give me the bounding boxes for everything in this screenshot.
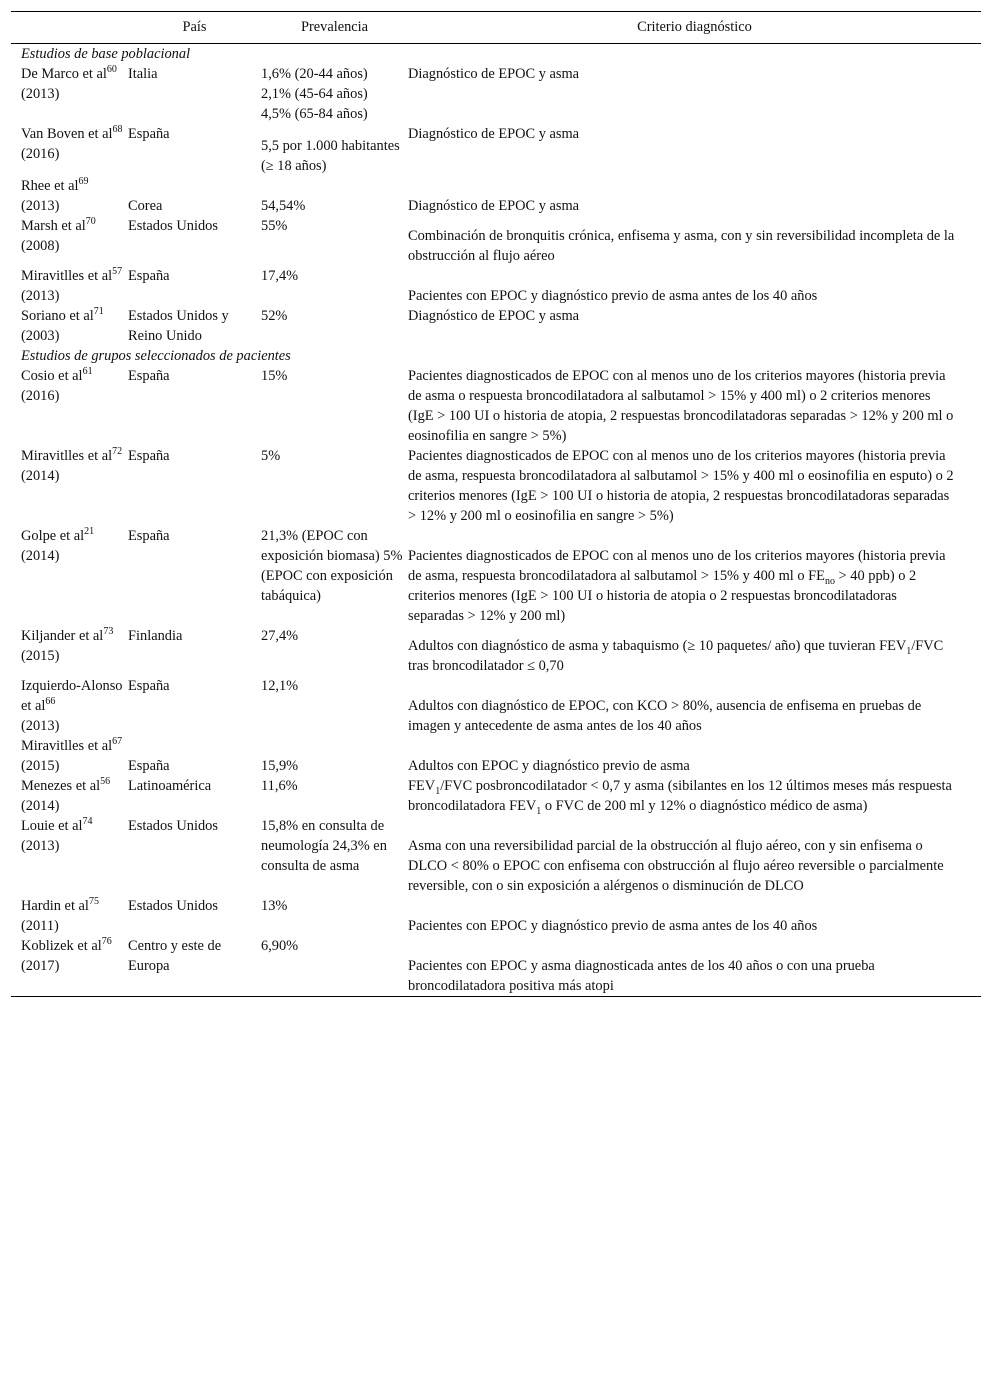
study-cell	[11, 736, 128, 776]
criteria-cell	[408, 676, 981, 736]
prevalence-value: 54,54%	[261, 198, 306, 214]
prevalence-value: 1,6% (20-44 años)	[261, 66, 368, 82]
study-authors: Rhee et al	[21, 178, 79, 194]
prevalence-cell	[261, 776, 408, 816]
criteria-text: /FVC posbroncodilatador < 0,7 y asma (sibilantes en los 12 últimos meses más respuesta broncodilatadora FEV	[408, 778, 952, 814]
study-cell	[11, 266, 128, 306]
criteria-cell	[408, 446, 981, 526]
prevalence-cell	[261, 526, 408, 626]
country-cell: España	[128, 126, 170, 142]
subscript: 1	[906, 646, 912, 657]
country-cell: Corea	[128, 198, 163, 214]
prevalence-cell	[261, 736, 408, 776]
table-row	[11, 936, 981, 997]
table-row	[11, 176, 981, 216]
criteria-text: Combinación de bronquitis crónica, enfisema y asma, con y sin reversibilidad incompleta de la obstrucción al flujo aéreo	[408, 228, 955, 264]
study-year: (2013)	[21, 288, 60, 304]
prevalence-cell	[261, 816, 408, 896]
study-authors: Marsh et al	[21, 218, 86, 234]
country-cell: Centro y este de Europa	[128, 936, 261, 997]
prevalence-cell	[261, 896, 408, 936]
prevalence-value: 15,9%	[261, 758, 299, 774]
reference-number: 69	[78, 176, 89, 187]
prevalence-cell	[261, 176, 408, 216]
prevalence-cell	[261, 306, 408, 346]
criteria-text: > 40 ppb) o 2 criterios menores (IgE > 100 UI o historia de atopia o 2 respuestas broncodilatadoras separadas > 12% y 200 ml)	[408, 568, 917, 624]
table-row	[11, 776, 981, 816]
table-row	[11, 266, 981, 306]
prevalence-cell	[261, 676, 408, 736]
study-year: (2013)	[21, 838, 60, 854]
prevalence-cell	[261, 446, 408, 526]
subscript: 1	[536, 806, 542, 817]
study-cell	[11, 366, 128, 446]
country-cell: Estados Unidos y Reino Unido	[128, 308, 229, 344]
reference-number: 68	[112, 124, 123, 135]
prevalence-value: 5%	[261, 448, 281, 464]
prevalence-value: 2,1% (45-64 años)	[261, 86, 368, 102]
prevalence-value: 15%	[261, 368, 288, 384]
header-study	[11, 12, 128, 44]
criteria-text: Adultos con diagnóstico de EPOC, con KCO > 80%, ausencia de enfisema en pruebas de imagen y antecedente de asma antes de los 40 años	[408, 698, 922, 734]
country-cell: España	[128, 758, 170, 774]
study-authors: Koblizek et al	[21, 938, 102, 954]
reference-number: 76	[101, 936, 112, 947]
study-year: (2014)	[21, 548, 60, 564]
table-row	[11, 526, 981, 626]
reference-number: 57	[112, 266, 123, 277]
prevalence-cell	[261, 936, 408, 997]
reference-number: 61	[82, 366, 93, 377]
study-year: (2015)	[21, 758, 60, 774]
study-cell	[11, 526, 128, 626]
reference-number: 72	[112, 446, 123, 457]
table-row	[11, 736, 981, 776]
study-cell	[11, 446, 128, 526]
table-row	[11, 626, 981, 676]
study-cell	[11, 64, 128, 124]
study-cell	[11, 626, 128, 676]
subscript: no	[824, 576, 835, 587]
study-cell	[11, 216, 128, 266]
criteria-text: Diagnóstico de EPOC y asma	[408, 308, 580, 324]
reference-number: 73	[103, 626, 114, 637]
criteria-cell	[408, 896, 981, 936]
prevalence-value: 17,4%	[261, 268, 299, 284]
criteria-text: Diagnóstico de EPOC y asma	[408, 126, 580, 142]
study-year: (2013)	[21, 718, 60, 734]
criteria-cell	[408, 526, 981, 626]
study-authors: Van Boven et al	[21, 126, 113, 142]
table-row	[11, 216, 981, 266]
study-authors: De Marco et al	[21, 66, 107, 82]
study-authors: Izquierdo-Alonso et al	[21, 678, 123, 714]
study-year: (2008)	[21, 238, 60, 254]
country-cell: España	[128, 678, 170, 694]
country-cell: Latinoamérica	[128, 778, 212, 794]
table-row	[11, 676, 981, 736]
header-criteria: Criterio diagnóstico	[408, 12, 981, 44]
country-cell: Estados Unidos	[128, 898, 218, 914]
study-authors: Cosio et al	[21, 368, 83, 384]
prevalence-value: 55%	[261, 218, 288, 234]
reference-number: 56	[100, 776, 111, 787]
reference-number: 75	[88, 896, 99, 907]
prevalence-cell	[261, 64, 408, 124]
study-authors: Louie et al	[21, 818, 83, 834]
prevalence-cell	[261, 216, 408, 266]
criteria-cell	[408, 216, 981, 266]
reference-number: 60	[106, 64, 117, 75]
reference-number: 66	[45, 696, 56, 707]
country-cell: España	[128, 528, 170, 544]
study-year: (2014)	[21, 798, 60, 814]
criteria-text: Pacientes diagnosticados de EPOC con al menos uno de los criterios mayores (historia previa de asma o respuesta broncodilatadora al salbutamol > 15% y 400 ml) o 2 criterios menores (IgE > 100 UI o historia de atopia, 2 respuestas broncodilatadoras separadas > 12% y 200 ml o eosinofilia en sangre > 5%)	[408, 368, 954, 444]
study-cell	[11, 896, 128, 936]
table-body	[11, 44, 981, 997]
study-year: (2017)	[21, 958, 60, 974]
header-prevalence: Prevalencia	[261, 12, 408, 44]
study-year: (2016)	[21, 388, 60, 404]
study-cell	[11, 816, 128, 896]
country-cell: España	[128, 448, 170, 464]
criteria-text: Pacientes diagnosticados de EPOC con al menos uno de los criterios mayores (historia previa de asma, respuesta broncodilatadora al salbutamol > 15% y 400 ml o eosinofilia en esputo) o 2 criterios menores (IgE > 100 UI o historia de atopia, 2 respuestas broncodilatadoras separadas > 12% y 200 ml o eosinofilia en sangre > 5%)	[408, 448, 954, 524]
study-year: (2016)	[21, 146, 60, 162]
table-row	[11, 446, 981, 526]
study-authors: Soriano et al	[21, 308, 94, 324]
criteria-text: Asma con una reversibilidad parcial de la obstrucción al flujo aéreo, con y sin enfisema o DLCO < 80% o EPOC con enfisema con obstrucción al flujo aéreo reversible o parcialmente reversible, con o sin exposición a alérgenos o disminución de DLCO	[408, 838, 944, 894]
section-title: Estudios de grupos seleccionados de pacientes	[21, 348, 291, 364]
study-authors: Miravitlles et al	[21, 738, 113, 754]
table-row	[11, 306, 981, 346]
study-cell	[11, 124, 128, 176]
study-authors: Golpe et al	[21, 528, 85, 544]
criteria-cell	[408, 936, 981, 997]
reference-number: 71	[93, 306, 104, 317]
section-title: Estudios de base poblacional	[21, 46, 191, 62]
criteria-cell	[408, 626, 981, 676]
criteria-cell	[408, 306, 981, 346]
study-authors: Menezes et al	[21, 778, 101, 794]
criteria-cell	[408, 816, 981, 896]
criteria-text: Pacientes con EPOC y diagnóstico previo de asma antes de los 40 años	[408, 288, 818, 304]
prevalence-cell	[261, 124, 408, 176]
study-authors: Miravitlles et al	[21, 268, 113, 284]
header-country: País	[128, 12, 261, 44]
criteria-cell	[408, 64, 981, 124]
criteria-text: Pacientes con EPOC y asma diagnosticada antes de los 40 años o con una prueba broncodilatadora positiva más atopi	[408, 958, 875, 994]
criteria-cell	[408, 736, 981, 776]
prevalence-value: 11,6%	[261, 778, 298, 794]
country-cell: Italia	[128, 66, 158, 82]
study-cell	[11, 306, 128, 346]
prevalence-cell	[261, 626, 408, 676]
country-cell: Estados Unidos	[128, 218, 218, 234]
criteria-text: Diagnóstico de EPOC y asma	[408, 66, 580, 82]
study-year: (2011)	[21, 918, 59, 934]
header-row	[11, 12, 981, 44]
criteria-cell	[408, 266, 981, 306]
prevalence-value: 13%	[261, 898, 288, 914]
study-authors: Miravitlles et al	[21, 448, 113, 464]
table-row	[11, 64, 981, 124]
criteria-cell	[408, 176, 981, 216]
prevalence-value: 6,90%	[261, 938, 299, 954]
criteria-cell	[408, 776, 981, 816]
study-year: (2013)	[21, 86, 60, 102]
prevalence-table	[11, 11, 981, 997]
prevalence-value: 4,5% (65-84 años)	[261, 106, 368, 122]
criteria-cell	[408, 124, 981, 176]
study-cell	[11, 176, 128, 216]
study-cell	[11, 936, 128, 997]
criteria-text: /FVC tras broncodilatador ≤ 0,70	[408, 638, 944, 674]
country-cell: España	[128, 368, 170, 384]
prevalence-value: 12,1%	[261, 678, 299, 694]
prevalence-cell	[261, 366, 408, 446]
country-cell: Estados Unidos	[128, 818, 218, 834]
prevalence-value: 52%	[261, 308, 288, 324]
prevalence-cell	[261, 266, 408, 306]
prevalence-value: 27,4%	[261, 628, 299, 644]
table-row	[11, 816, 981, 896]
country-cell: España	[128, 268, 170, 284]
criteria-text: Diagnóstico de EPOC y asma	[408, 198, 580, 214]
prevalence-value: 5,5 por 1.000 habitantes (≥ 18 años)	[261, 138, 400, 174]
table-row	[11, 896, 981, 936]
reference-number: 67	[112, 736, 123, 747]
criteria-text: Pacientes con EPOC y diagnóstico previo de asma antes de los 40 años	[408, 918, 818, 934]
study-authors: Kiljander et al	[21, 628, 104, 644]
study-year: (2015)	[21, 648, 60, 664]
criteria-text: Adultos con EPOC y diagnóstico previo de asma	[408, 758, 690, 774]
study-cell	[11, 676, 128, 736]
subscript: 1	[435, 786, 441, 797]
criteria-text: Adultos con diagnóstico de asma y tabaquismo (≥ 10 paquetes/ año) que tuvieran FEV	[408, 638, 907, 654]
study-cell	[11, 776, 128, 816]
criteria-text: o FVC de 200 ml y 12% o diagnóstico médico de asma)	[541, 798, 868, 814]
criteria-text: FEV	[408, 778, 436, 794]
prevalence-value: 15,8% en consulta de neumología 24,3% en consulta de asma	[261, 818, 387, 874]
table-row	[11, 366, 981, 446]
section-row	[11, 346, 981, 366]
study-authors: Hardin et al	[21, 898, 89, 914]
study-year: (2013)	[21, 198, 60, 214]
criteria-text: Pacientes diagnosticados de EPOC con al menos uno de los criterios mayores (historia previa de asma, respuesta broncodilatadora al salbutamol > 15% y 400 ml o FE	[408, 548, 946, 584]
study-year: (2003)	[21, 328, 60, 344]
reference-number: 74	[82, 816, 93, 827]
study-year: (2014)	[21, 468, 60, 484]
criteria-cell	[408, 366, 981, 446]
reference-number: 70	[85, 216, 96, 227]
reference-number: 21	[84, 526, 95, 537]
country-cell: Finlandia	[128, 628, 183, 644]
prevalence-value: 21,3% (EPOC con exposición biomasa) 5% (EPOC con exposición tabáquica)	[261, 528, 403, 604]
table-row	[11, 124, 981, 176]
section-row	[11, 44, 981, 65]
